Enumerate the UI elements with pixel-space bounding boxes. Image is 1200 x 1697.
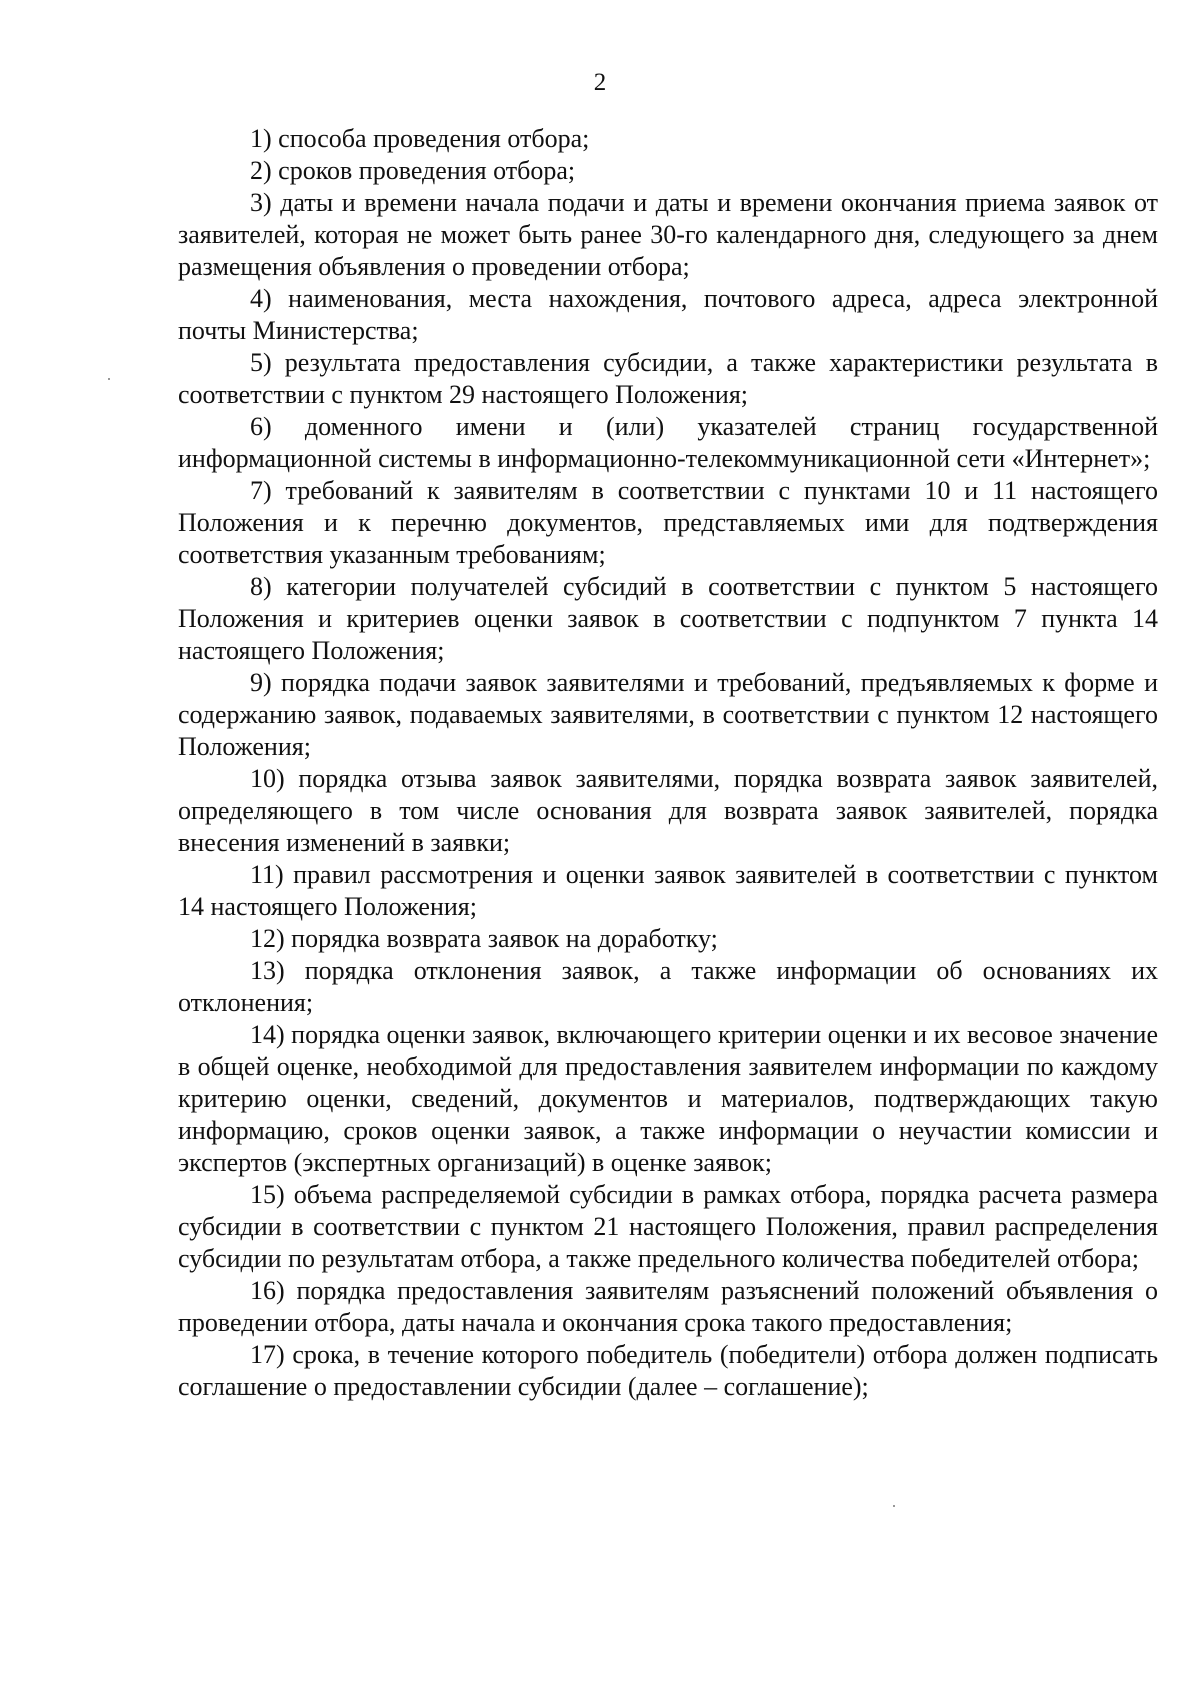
list-item-9: 9) порядка подачи заявок заявителями и требований, предъявляемых к форме и содержанию заявок, подаваемых заявителями, в соответствии с пунктом 12 настоящего Положения; [178,668,1158,761]
list-item-3: 3) даты и времени начала подачи и даты и времени окончания приема заявок от заявителей, которая не может быть ранее 30-го календарного дня, следующего за днем размещения объявления о проведении отбора; [178,188,1158,281]
list-item-15: 15) объема распределяемой субсидии в рамках отбора, порядка расчета размера субсидии в соответствии с пунктом 21 настоящего Положения, правил распределения субсидии по результатам отбора, а также предельного количества победителей отбора; [178,1180,1158,1273]
list-item-12: 12) порядка возврата заявок на доработку; [250,924,718,953]
list-item-13: 13) порядка отклонения заявок, а также информации об основаниях их отклонения; [178,956,1158,1017]
list-item-8: 8) категории получателей субсидий в соответствии с пунктом 5 настоящего Положения и критериев оценки заявок в соответствии с подпунктом 7 пункта 14 настоящего Положения; [178,572,1158,665]
document-body [178,123,1158,1403]
list-item-10: 10) порядка отзыва заявок заявителями, порядка возврата заявок заявителей, определяющего в том числе основания для возврата заявок заявителей, порядка внесения изменений в заявки; [178,764,1158,857]
list-item-4: 4) наименования, места нахождения, почтового адреса, адреса электронной почты Министерства; [178,284,1158,345]
list-item-2: 2) сроков проведения отбора; [250,156,576,185]
list-item-6: 6) доменного имени и (или) указателей страниц государственной информационной системы в информационно-телекоммуникационной сети «Интернет»; [178,412,1158,473]
list-item-1: 1) способа проведения отбора; [250,124,590,153]
list-item-7: 7) требований к заявителям в соответствии с пунктами 10 и 11 настоящего Положения и к перечню документов, представляемых ими для подтверждения соответствия указанным требованиям; [178,476,1158,569]
list-item-14: 14) порядка оценки заявок, включающего критерии оценки и их весовое значение в общей оценке, необходимой для предоставления заявителем информации по каждому критерию оценки, сведений, документов и материалов, подтверждающих такую информацию, сроков оценки заявок, а также информации о неучастии комиссии и экспертов (экспертных организаций) в оценке заявок; [178,1020,1158,1177]
list-item-16: 16) порядка предоставления заявителям разъяснений положений объявления о проведении отбора, даты начала и окончания срока такого предоставления; [178,1276,1158,1337]
list-item-5: 5) результата предоставления субсидии, а также характеристики результата в соответствии с пунктом 29 настоящего Положения; [178,348,1158,409]
scan-speck [108,378,110,380]
scan-speck [893,1505,895,1507]
list-item-17: 17) срока, в течение которого победитель (победители) отбора должен подписать соглашение о предоставлении субсидии (далее – соглашение); [178,1340,1158,1401]
list-item-11: 11) правил рассмотрения и оценки заявок заявителей в соответствии с пунктом 14 настоящего Положения; [178,860,1158,921]
page-number: 2 [593,69,607,96]
